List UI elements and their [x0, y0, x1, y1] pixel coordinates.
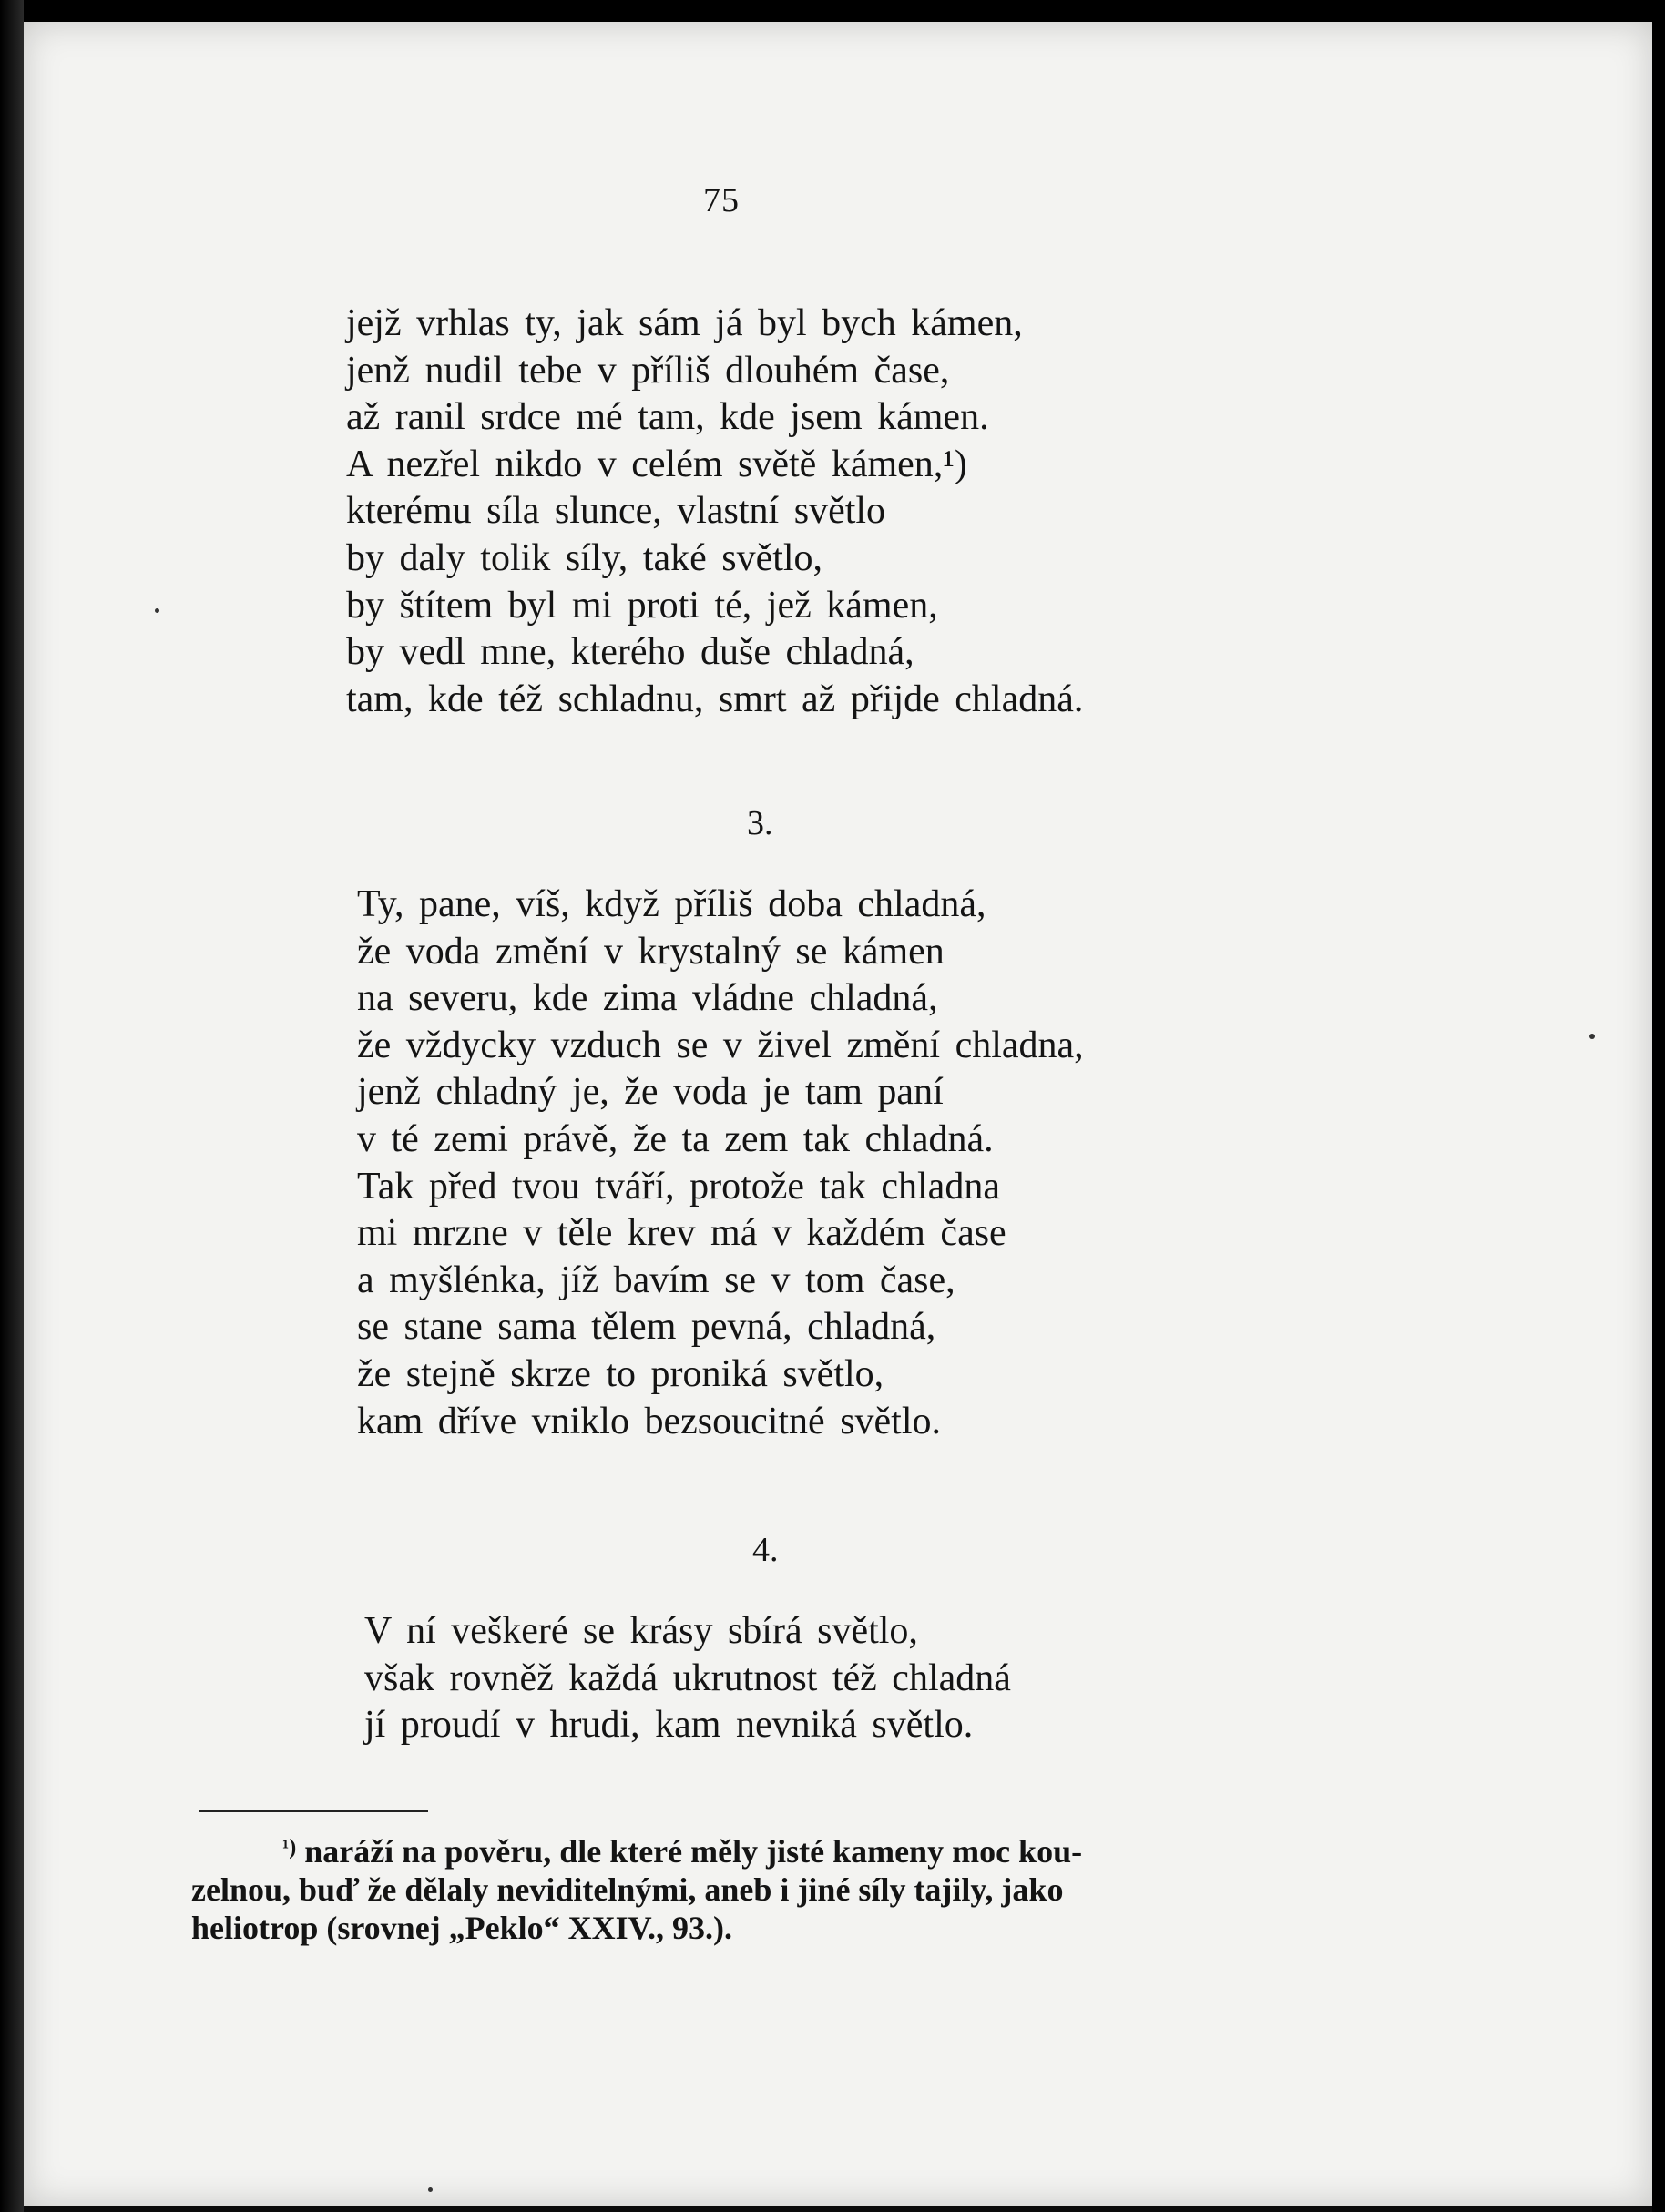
scan-speck [428, 2187, 433, 2192]
verse-line: jenž chladný je, že voda je tam paní [357, 1071, 944, 1114]
verse-line: jejž vrhlas ty, jak sám já byl bych kámen, [346, 302, 1023, 344]
scan-speck [1589, 1034, 1595, 1039]
verse-line: se stane sama tělem pevná, chladná, [357, 1306, 936, 1349]
footnote-line-3: heliotrop (srovnej „Peklo“ XXIV., 93.). [191, 1910, 732, 1946]
verse-line: že vždycky vzduch se v živel změní chladna, [357, 1024, 1084, 1066]
footnote [191, 1832, 1339, 1947]
footnote-marker: ¹) [282, 1836, 297, 1860]
footnote-line-1-text: naráží na pověru, dle které měly jisté kameny moc kou- [296, 1833, 1083, 1870]
verse-line: V ní veškeré se krásy sbírá světlo, [364, 1610, 918, 1652]
verse-line: Tak před tvou tváří, protože tak chladna [357, 1165, 1000, 1208]
verse-line: tam, kde též schladnu, smrt až přijde chladná. [346, 678, 1084, 720]
book-spine-edge [0, 0, 24, 2212]
verse-line: kam dříve vniklo bezsoucitné světlo. [357, 1400, 942, 1442]
verse-line: jenž nudil tebe v příliš dlouhém čase, [346, 349, 950, 392]
verse-line: v té zemi právě, že ta zem tak chladná. [357, 1117, 994, 1160]
footnote-separator [199, 1810, 428, 1812]
verse-line: A nezřel nikdo v celém světě kámen,¹) [346, 443, 967, 485]
verse-line: však rovněž každá ukrutnost též chladná [364, 1656, 1011, 1699]
verse-line: na severu, kde zima vládne chladná, [357, 977, 938, 1020]
verse-line: Ty, pane, víš, když příliš doba chladná, [357, 883, 986, 925]
verse-line: kterému síla slunce, vlastní světlo [346, 490, 886, 533]
stanza-3 [357, 882, 1084, 1445]
verse-line: by vedl mne, kterého duše chladná, [346, 631, 914, 674]
verse-line: a myšlénka, jíž bavím se v tom čase, [357, 1259, 955, 1301]
scan-top-edge [0, 0, 1665, 22]
scan-speck [155, 608, 159, 613]
footnote-line-2: zelnou, buď že dělaly neviditelnými, aneb i jiné síly tajily, jako [191, 1871, 1064, 1908]
verse-line: že stejně skrze to proniká světlo, [357, 1352, 884, 1395]
page-number: 75 [703, 181, 740, 219]
section-number-3: 3. [747, 804, 773, 842]
verse-line: jí proudí v hrudi, kam nevniká světlo. [364, 1704, 974, 1747]
verse-line: by daly tolik síly, také světlo, [346, 536, 823, 579]
footnote-line-1 [191, 1832, 1339, 1871]
stanza-4 [364, 1608, 1011, 1749]
verse-line: až ranil srdce mé tam, kde jsem kámen. [346, 396, 989, 439]
section-number-4: 4. [752, 1531, 779, 1569]
verse-line: že voda změní v krystalný se kámen [357, 930, 945, 973]
verse-line: by štítem byl mi proti té, jež kámen, [346, 584, 938, 627]
stanza-continued [346, 301, 1083, 723]
scan-right-edge [1652, 0, 1665, 2212]
verse-line: mi mrzne v těle krev má v každém čase [357, 1212, 1006, 1255]
